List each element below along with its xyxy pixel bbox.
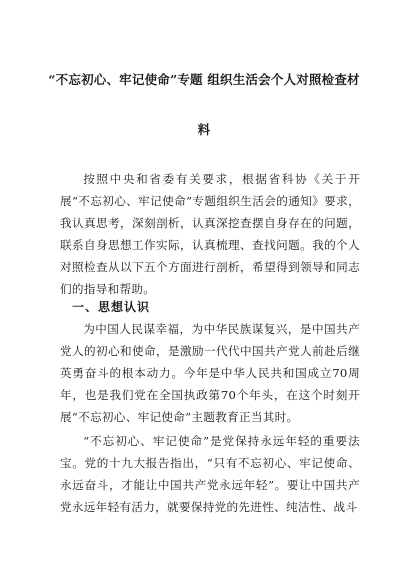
document-title-line-1: “不忘初心、牢记使命”专题 组织生活会个人对照检查材 xyxy=(48,72,360,87)
section-heading-ideology: 一、思想认识 xyxy=(72,300,151,314)
section-paragraph-1: 为中国人民谋幸福，为中华民族谋复兴，是中国共产党人的初心和使命，是激励一代代中国共产党人前赴后继英勇奋斗的根本动力。今年是中华人民共和国成立70周年，也是我们党在全国执政第70个年头，在这个时刻开展“不忘初心、牢记使命”主题教育正当其时。 xyxy=(60,322,360,424)
section-paragraph-2: “不忘初心、牢记使命”是党保持永远年轻的重要法宝。党的十九大报告指出，“只有不忘初心、牢记使命、永远奋斗，才能让中国共产党永远年轻”。要让中国共产党永远年轻有活力，就要保持党的先进性、纯洁性、战斗 xyxy=(60,434,360,514)
intro-paragraph: 按照中央和省委有关要求，根据省科协《关于开展“不忘初心、牢记使命”专题组织生活会的通知》要求，我认真思考，深刻剖析，认真深挖查摆自身存在的问题，联系自身思想工作实际，认真梳理、查找问题。我的个人对照检查从以下五个方面进行剖析，希望得到领导和同志们的指导和帮助。 xyxy=(60,172,360,296)
document-title-line-2: 料 xyxy=(197,122,211,137)
